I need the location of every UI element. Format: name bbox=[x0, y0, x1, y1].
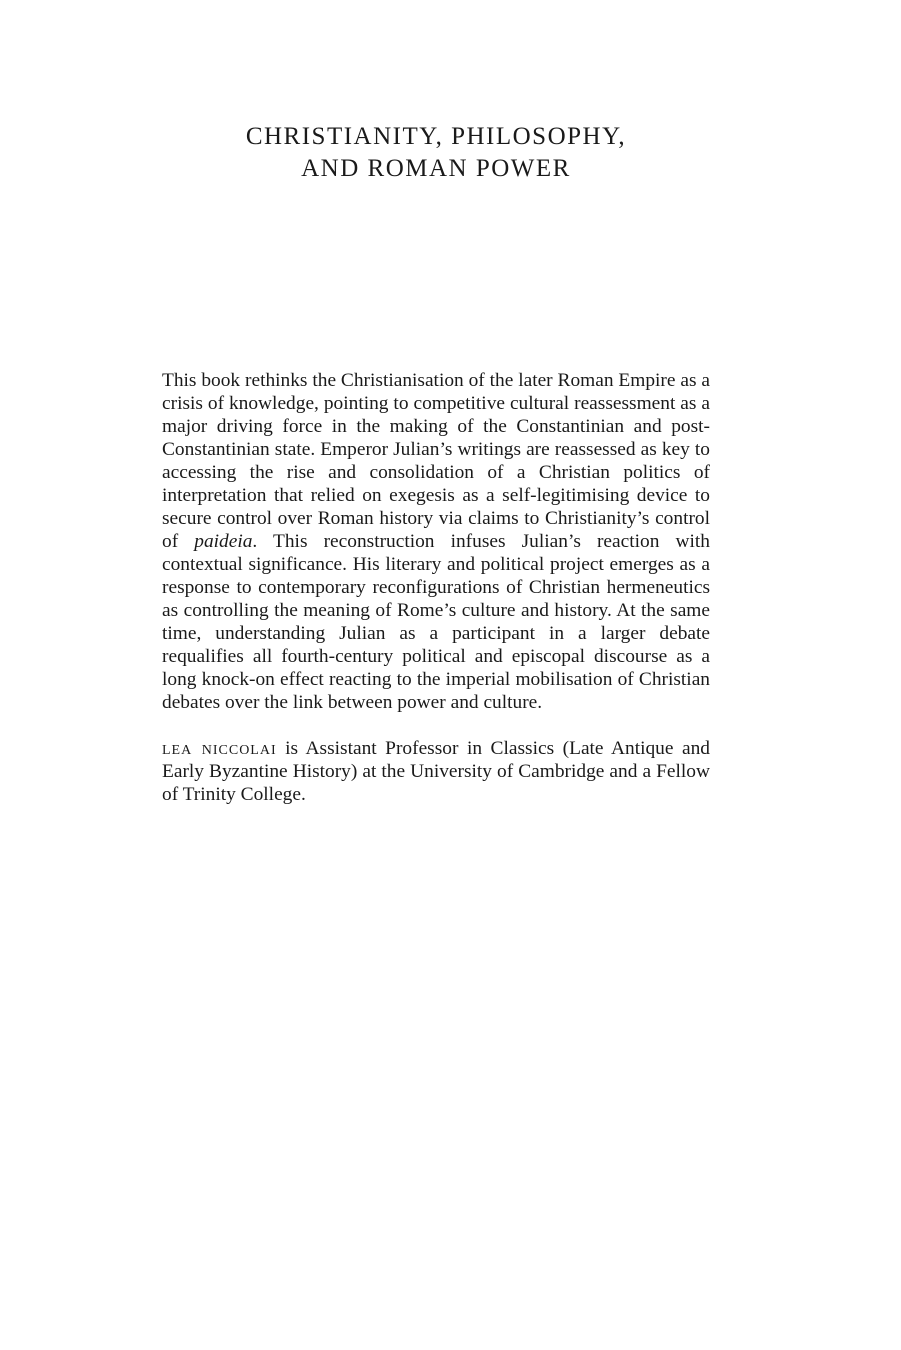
book-title-line-2: AND ROMAN POWER bbox=[301, 154, 571, 182]
description-text-part-1: This book rethinks the Christianisation of the later Roman Empire as a crisis of knowledge, pointing to competitive cultural reassessment as a major driving force in the making of the Constantinian and post-Constantinian state. Emperor Julian’s writings are reassessed as key to accessing the rise and consolidation of a Christian politics of interpretation that relied on exegesis as a self-legitimising device to secure control over Roman history via claims to Christianity’s control of bbox=[162, 370, 710, 552]
book-description bbox=[162, 369, 710, 714]
author-bio bbox=[162, 737, 710, 806]
book-title bbox=[0, 121, 872, 185]
author-name: lea niccolai bbox=[162, 738, 277, 759]
author-bio-text: is Assistant Professor in Classics (Late Antique and Early Byzantine History) at the University of Cambridge and a Fellow of Trinity College. bbox=[162, 738, 710, 805]
description-text-part-2: . This reconstruction infuses Julian’s reaction with contextual significance. His literary and political project emerges as a response to contemporary reconfigurations of Christian hermeneutics as controlling the meaning of Rome’s culture and history. At the same time, understanding Julian as a participant in a larger debate requalifies all fourth-century political and episcopal discourse as a long knock-on effect reacting to the imperial mobilisation of Christian debates over the link between power and culture. bbox=[162, 531, 710, 713]
book-title-line-1: CHRISTIANITY, PHILOSOPHY, bbox=[245, 122, 627, 150]
blurb-section bbox=[162, 369, 710, 806]
description-italic-term: paideia bbox=[194, 531, 253, 552]
